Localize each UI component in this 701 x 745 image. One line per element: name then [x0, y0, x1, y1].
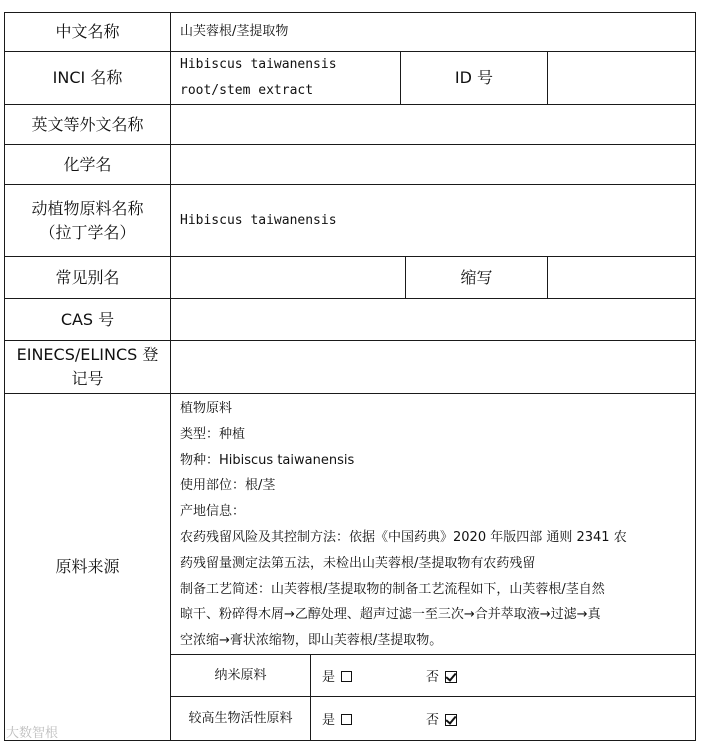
origin-line: 植物原料 [180, 401, 233, 416]
origin-line: 类型：种植 [180, 426, 246, 442]
abbreviation-label: 缩写 [460, 267, 493, 287]
source-material-label-line2: （拉丁学名） [39, 222, 136, 242]
unchecked-box-icon[interactable] [341, 671, 352, 682]
nano-no-option[interactable] [426, 655, 516, 696]
source-material-value: Hibiscus taiwanensis [180, 212, 337, 228]
einecs-value [171, 341, 695, 393]
rule [4, 740, 696, 741]
rule [695, 12, 696, 741]
origin-description [180, 396, 690, 654]
einecs-label-line2: 记号 [71, 369, 104, 388]
inci-name-label: INCI 名称 [52, 68, 123, 87]
chinese-name-label: 中文名称 [55, 22, 120, 41]
bioactive-material-label: 较高生物活性原料 [188, 710, 293, 726]
origin-line: 使用部位：根/茎 [180, 478, 276, 494]
checked-box-icon[interactable] [445, 714, 457, 726]
english-name-label: 英文等外文名称 [31, 114, 144, 134]
origin-line: 物种：Hibiscus taiwanensis [180, 452, 355, 468]
origin-line: 药残留量测定法第五法，未检出山芙蓉根/茎提取物有农药残留 [180, 555, 536, 571]
nano-material-label: 纳米原料 [214, 667, 267, 683]
source-material-label-line1: 动植物原料名称 [31, 198, 144, 218]
origin-line: 制备工艺简述：山芙蓉根/茎提取物的制备工艺流程如下，山芙蓉根/茎自然 [180, 581, 605, 597]
bioactive-yes-text: 是 [322, 713, 336, 728]
cas-label: CAS 号 [60, 309, 115, 329]
cas-value [171, 299, 695, 340]
id-label: ID 号 [454, 68, 494, 87]
chemical-name-value [171, 145, 695, 184]
common-alias-label: 常见别名 [55, 267, 120, 287]
abbreviation-value [548, 257, 695, 298]
inci-name-line1: Hibiscus taiwanensis [180, 57, 337, 72]
rule [310, 654, 311, 741]
nano-yes-option[interactable] [322, 655, 412, 696]
chinese-name-value: 山芙蓉根/茎提取物 [180, 24, 289, 39]
chemical-name-label: 化学名 [63, 154, 112, 174]
einecs-label-line1: EINECS/ELINCS 登 [16, 345, 159, 364]
unchecked-box-icon[interactable] [341, 714, 352, 725]
english-name-value [171, 105, 695, 144]
einecs-label [5, 341, 170, 393]
checked-box-icon[interactable] [445, 671, 457, 683]
origin-line: 农药残留风险及其控制方法：依据《中国药典》2020 年版四部 通则 2341 农 [180, 529, 627, 545]
origin-line: 产地信息： [180, 504, 246, 520]
inci-name-line2: root/stem extract [180, 83, 314, 98]
inci-name-value [171, 52, 400, 104]
nano-no-text: 否 [426, 670, 440, 685]
source-material-label [5, 185, 170, 256]
common-alias-value [171, 257, 405, 298]
bioactive-yes-option[interactable] [322, 697, 412, 740]
origin-label: 原料来源 [55, 557, 120, 576]
origin-line: 空浓缩→膏状浓缩物，即山芙蓉根/茎提取物。 [180, 633, 443, 649]
bioactive-no-text: 否 [426, 713, 440, 728]
bioactive-no-option[interactable] [426, 697, 516, 740]
watermark: 大数智根 [6, 726, 59, 741]
id-value [548, 52, 695, 104]
nano-yes-text: 是 [322, 670, 336, 685]
origin-line: 晾干、粉碎得木屑→乙醇处理、超声过滤一至三次→合并萃取液→过滤→真 [180, 607, 601, 623]
